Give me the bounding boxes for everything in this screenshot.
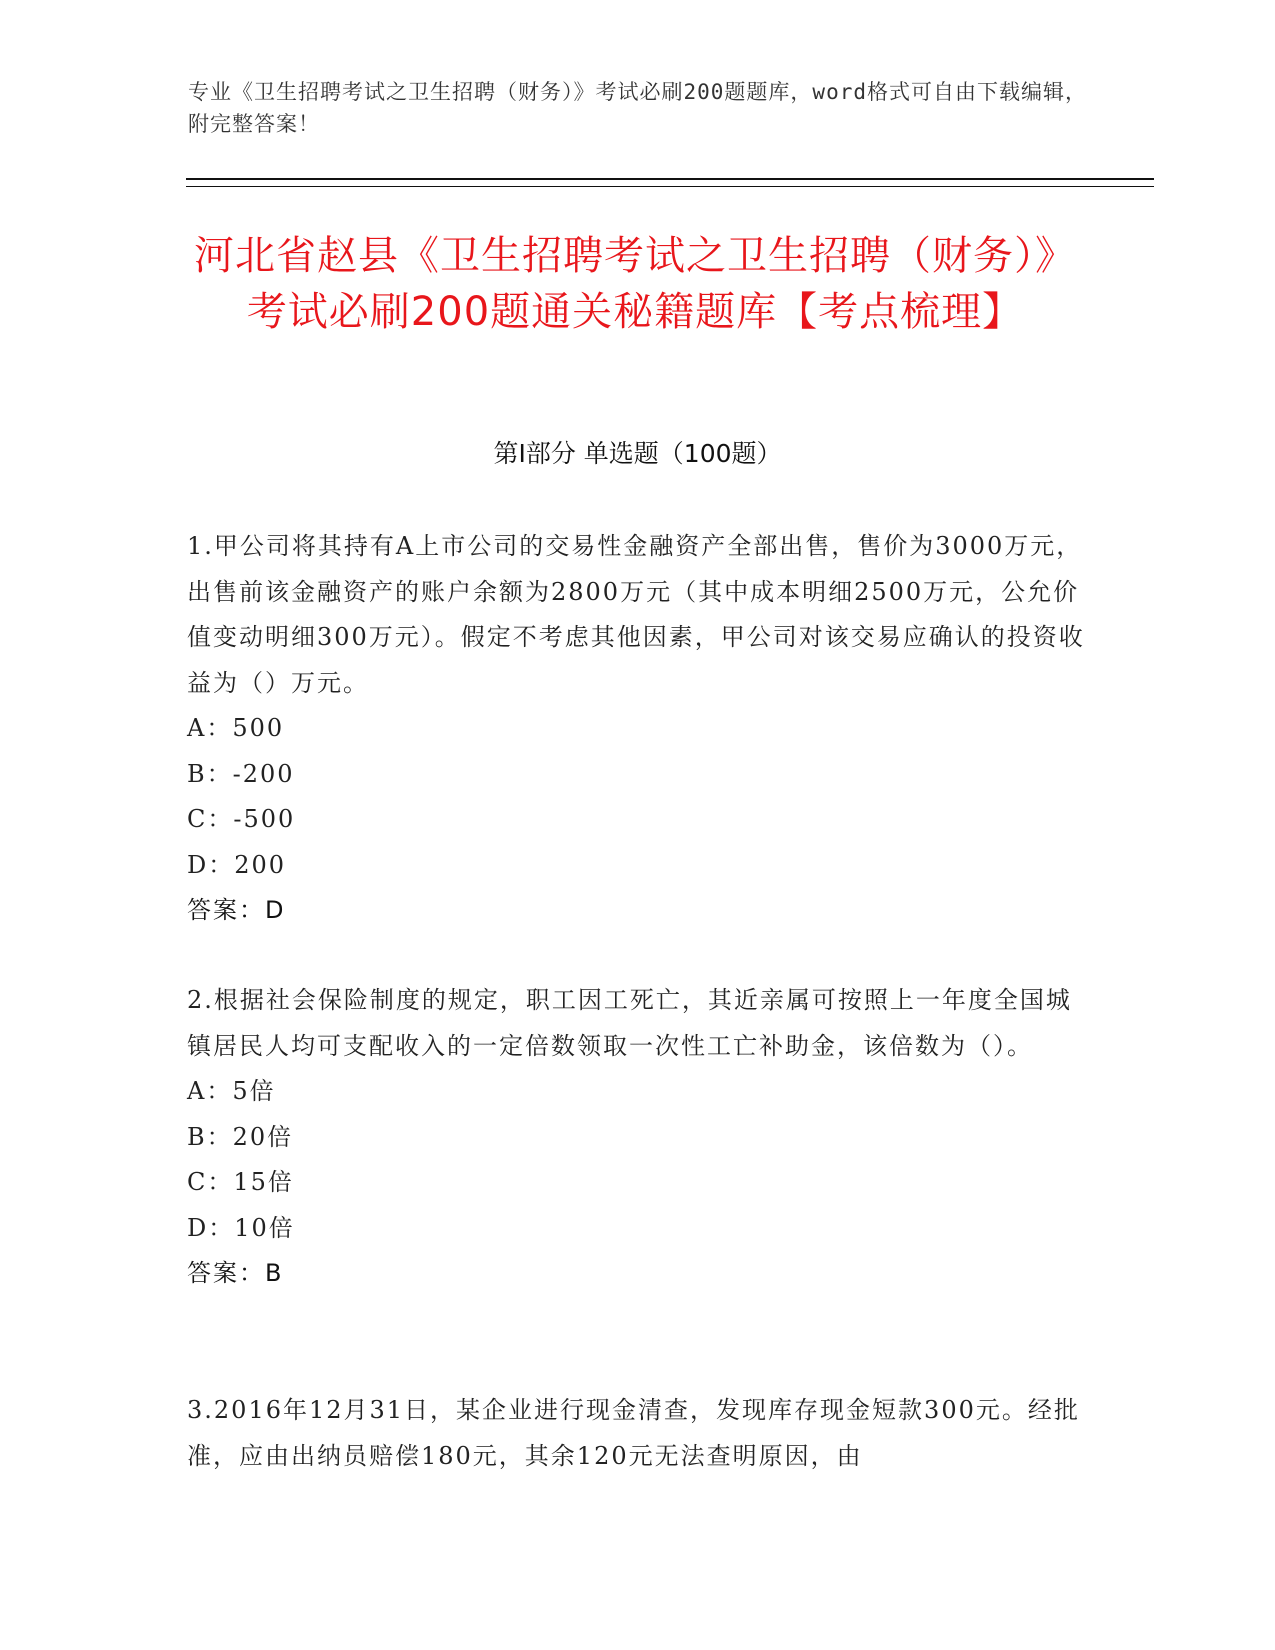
question-stem: 2.根据社会保险制度的规定，职工因工死亡，其近亲属可按照上一年度全国城镇居民人均可支配收入的一定倍数领取一次性工亡补助金，该倍数为（）。 — [187, 986, 1072, 1060]
section-title: 第Ⅰ部分 单选题（100题） — [493, 439, 782, 468]
header-divider-thin — [186, 186, 1154, 187]
option-b: B：-200 — [187, 759, 295, 788]
question-2 — [187, 978, 1087, 1297]
header-note: 专业《卫生招聘考试之卫生招聘（财务）》考试必刷200题题库，word格式可自由下载编辑，附完整答案！ — [188, 80, 1087, 136]
option-a: A：500 — [187, 714, 285, 742]
header-divider-thick — [186, 178, 1154, 180]
option-c: C：-500 — [187, 805, 296, 833]
option-c: C：15倍 — [187, 1168, 294, 1196]
document-title: 河北省赵县《卫生招聘考试之卫生招聘（财务）》考试必刷200题通关秘籍题库【考点梳理】 — [194, 233, 1076, 335]
question-1 — [187, 524, 1087, 934]
question-stem: 3.2016年12月31日，某企业进行现金清查，发现库存现金短款300元。经批准，应由出纳员赔偿180元，其余120元无法查明原因，由 — [187, 1396, 1080, 1470]
question-3 — [187, 1388, 1087, 1479]
answer: 答案：B — [187, 1259, 284, 1287]
option-d: D：10倍 — [187, 1213, 295, 1242]
option-a: A：5倍 — [187, 1077, 276, 1105]
answer: 答案：D — [187, 896, 286, 924]
question-stem: 1.甲公司将其持有A上市公司的交易性金融资产全部出售，售价为3000万元，出售前该金融资产的账户余额为2800万元（其中成本明细2500万元，公允价值变动明细300万元）。假定不考虑其他因素，甲公司对该交易应确认的投资收益为（）万元。 — [187, 532, 1085, 697]
option-b: B：20倍 — [187, 1122, 294, 1151]
option-d: D：200 — [187, 850, 287, 879]
